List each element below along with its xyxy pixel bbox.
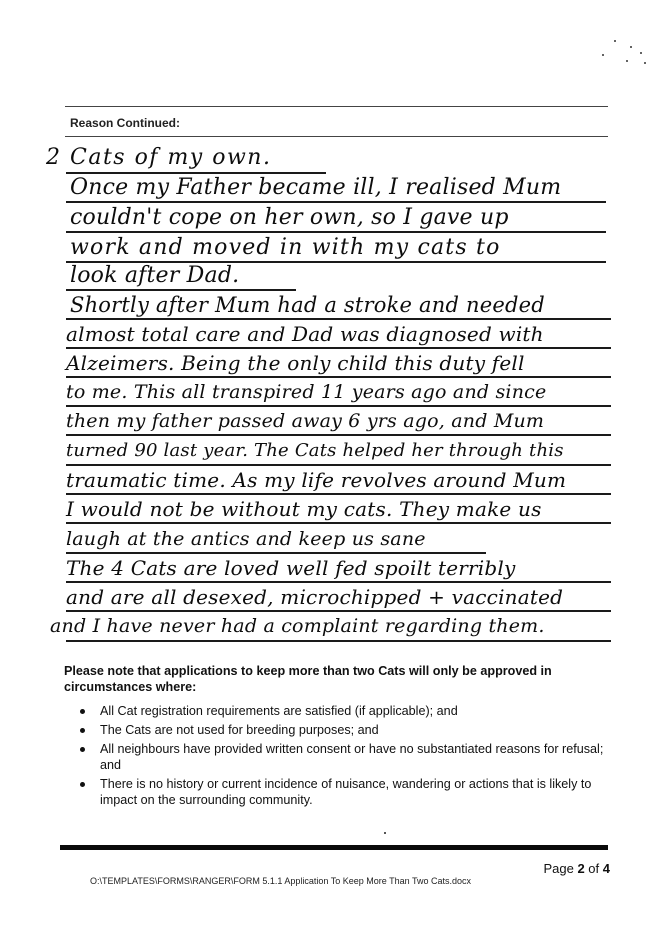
- bullet-icon: [80, 747, 85, 752]
- handwriting-line: to me. This all transpired 11 years ago and since: [66, 381, 547, 403]
- handwriting-line: and I have never had a complaint regarding them.: [50, 615, 545, 637]
- handwriting-line: look after Dad.: [70, 263, 240, 288]
- header-rule: [65, 106, 608, 107]
- conditions-list: [80, 703, 610, 811]
- header-sub-rule: [65, 136, 608, 137]
- condition-text: All neighbours have provided written consent or have no substantiated reasons for refusal; and: [100, 742, 604, 772]
- handwriting-line: 2 Cats of my own.: [46, 145, 272, 170]
- handwriting-line: almost total care and Dad was diagnosed with: [66, 322, 544, 346]
- page-total: 4: [602, 861, 610, 876]
- handwriting-line: Alzeimers. Being the only child this duty fell: [66, 351, 525, 375]
- footer-rule: [60, 845, 608, 850]
- condition-item: [80, 722, 610, 738]
- page-of: of: [584, 861, 603, 876]
- condition-item: [80, 776, 610, 808]
- footer-file-path: O:\TEMPLATES\FORMS\RANGER\FORM 5.1.1 Application To Keep More Than Two Cats.docx: [90, 876, 471, 886]
- page-prefix: Page: [543, 861, 578, 876]
- handwriting-line: and are all desexed, microchipped + vaccinated: [66, 585, 564, 609]
- scan-artifact-dots: [600, 38, 650, 68]
- condition-text: The Cats are not used for breeding purposes; and: [100, 723, 379, 737]
- handwriting-line: I would not be without my cats. They make us: [66, 497, 542, 521]
- condition-text: There is no history or current incidence of nuisance, wandering or actions that is likely to impact on the surrounding community.: [100, 777, 592, 807]
- reason-continued-label: Reason Continued:: [70, 116, 180, 130]
- bullet-icon: [80, 782, 85, 787]
- handwriting-line: laugh at the antics and keep us sane: [66, 528, 426, 550]
- handwriting-line: work and moved in with my cats to: [70, 235, 501, 260]
- handwriting-line: turned 90 last year. The Cats helped her through this: [66, 440, 564, 461]
- scan-artifact-dot: [384, 832, 386, 834]
- handwriting-line: couldn't cope on her own, so I gave up: [70, 205, 509, 230]
- condition-item: [80, 703, 610, 719]
- page-number: [543, 861, 610, 876]
- handwriting-line: Shortly after Mum had a stroke and needed: [70, 293, 545, 317]
- condition-item: [80, 741, 610, 773]
- handwriting-line: traumatic time. As my life revolves around Mum: [66, 468, 567, 492]
- approval-note: Please note that applications to keep more than two Cats will only be approved in circumstances where:: [64, 664, 552, 694]
- handwriting-line: Once my Father became ill, I realised Mum: [70, 175, 562, 200]
- bullet-icon: [80, 728, 85, 733]
- condition-text: All Cat registration requirements are satisfied (if applicable); and: [100, 704, 458, 718]
- bullet-icon: [80, 709, 85, 714]
- page-current: 2: [577, 861, 585, 876]
- handwriting-line: then my father passed away 6 yrs ago, and Mum: [66, 410, 545, 432]
- handwriting-line: The 4 Cats are loved well fed spoilt terribly: [66, 556, 516, 580]
